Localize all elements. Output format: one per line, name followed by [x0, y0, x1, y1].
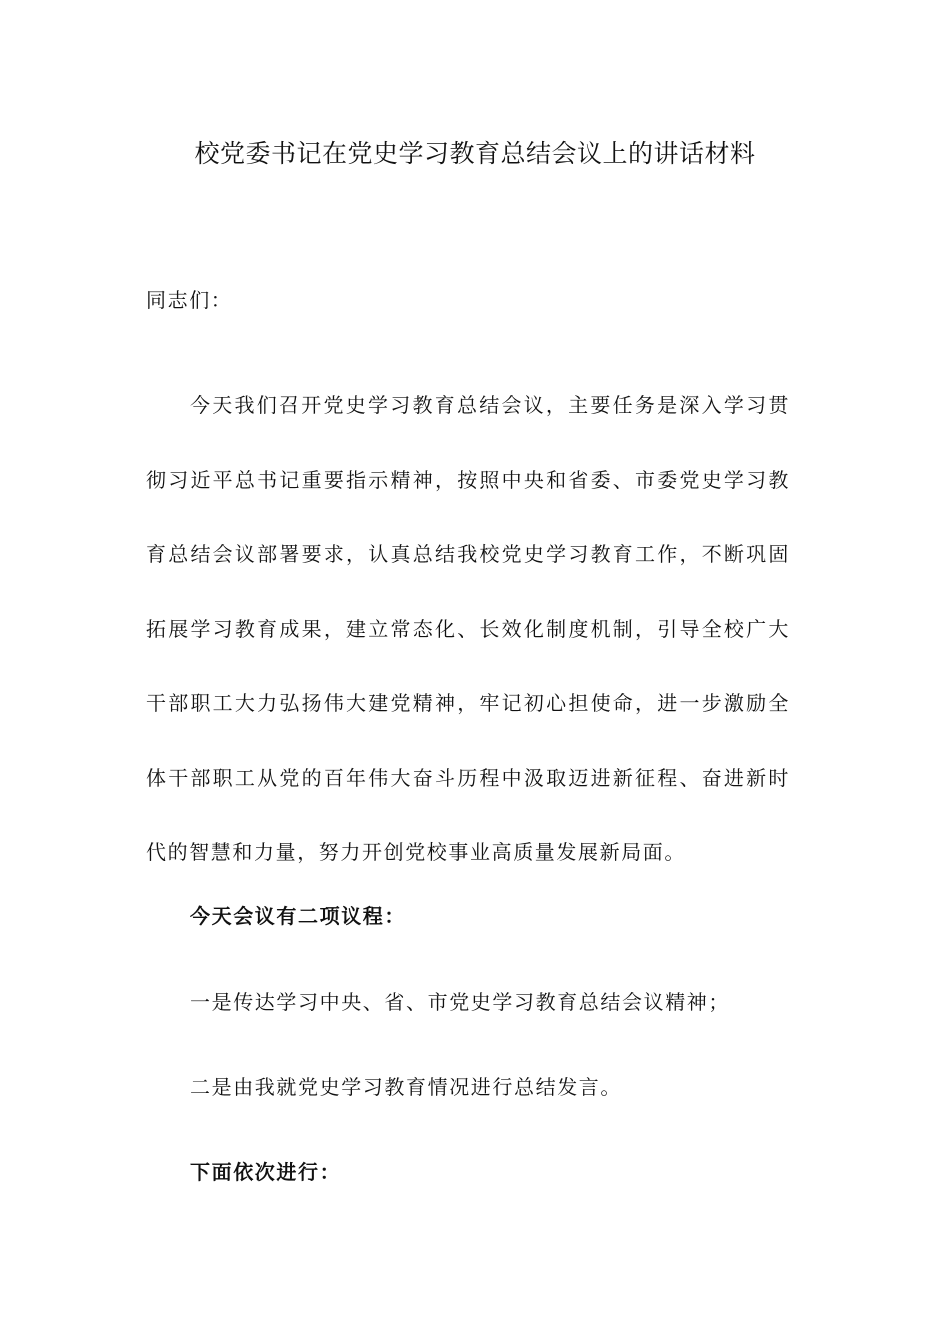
closing-line: 下面依次进行：	[190, 1160, 342, 1184]
agenda-heading: 今天会议有二项议程：	[190, 904, 406, 928]
document-title: 校党委书记在党史学习教育总结会议上的讲话材料	[194, 139, 756, 168]
salutation: 同志们：	[146, 288, 233, 312]
agenda-item-1: 一是传达学习中央、省、市党史学习教育总结会议精神；	[190, 990, 730, 1014]
opening-paragraph: 今天我们召开党史学习教育总结会议，主要任务是深入学习贯彻习近平总书记重要指示精神，按照中央和省委、市委党史学习教育总结会议部署要求，认真总结我校党史学习教育工作，不断巩固拓展学习教育成果，建立常态化、长效化制度机制，引导全校广大干部职工大力弘扬伟大建党精神，牢记初心担使命，进一步激励全体干部职工从党的百年伟大奋斗历程中汲取迈进新征程、奋进新时代的智慧和力量，努力开创党校事业高质量发展新局面。	[146, 393, 790, 864]
agenda-item-2: 二是由我就党史学习教育情况进行总结发言。	[190, 1075, 622, 1099]
